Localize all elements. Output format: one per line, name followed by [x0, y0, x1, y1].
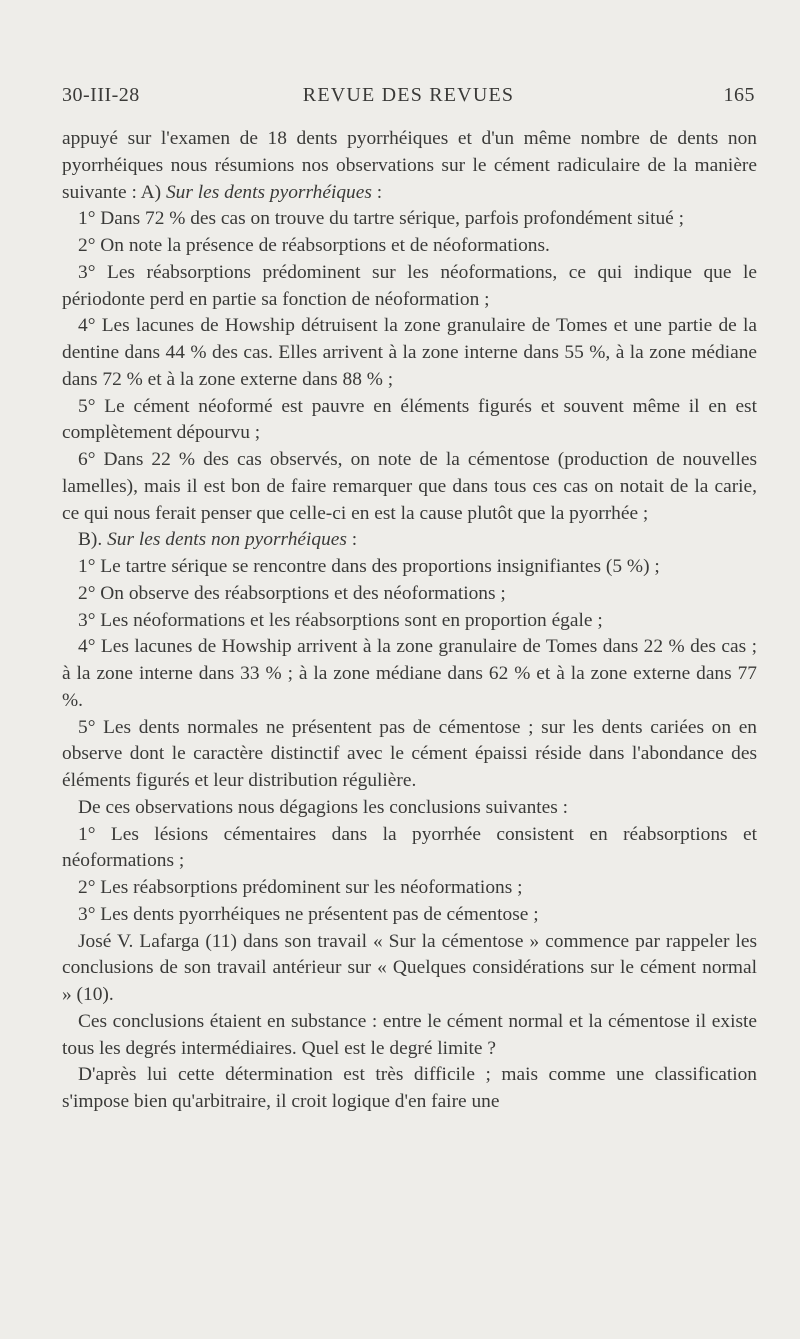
paragraph: 2° Les réabsorptions prédominent sur les néoformations ; [78, 877, 523, 898]
paragraph: José V. Lafarga (11) dans son travail « Sur la cémentose » commence par rappeler les conclusions de son travail antérieur sur « Quelques considérations sur le cément normal » (10). [62, 930, 757, 1005]
paragraph: D'après lui cette détermination est très difficile ; mais comme une classification s'impose bien qu'arbitraire, il croit logique d'en faire une [62, 1064, 757, 1112]
paragraph: Ces conclusions étaient en substance : entre le cément normal et la cémentose il existe tous les degrés intermédiaires. Quel est le degré limite ? [62, 1010, 757, 1059]
paragraph: appuyé sur l'examen de 18 dents pyorrhéiques et d'un même nombre de dents non pyorrhéiques nous résumions nos observations sur le cément radiculaire de la manière suivante : A) Sur les dents pyorrhéiques : [62, 128, 757, 203]
paragraph: 3° Les dents pyorrhéiques ne présentent pas de cémentose ; [78, 903, 539, 925]
paragraph: 5° Le cément néoformé est pauvre en éléments figurés et souvent même il en est complètement dépourvu ; [62, 395, 757, 444]
paragraph: B). Sur les dents non pyorrhéiques : [78, 529, 358, 551]
paragraph: 2° On observe des réabsorptions et des néoformations ; [78, 582, 506, 604]
section-heading-italic: Sur les dents non pyorrhéiques [107, 529, 347, 551]
section-heading-italic: Sur les dents pyorrhéiques [165, 181, 372, 203]
paragraph: 4° Les lacunes de Howship détruisent la zone granulaire de Tomes et une partie de la dentine dans 44 % des cas. Elles arrivent à la zone interne dans 55 %, à la zone médiane dans 72 % et à la zone externe dans 88 % ; [62, 315, 757, 390]
paragraph: 4° Les lacunes de Howship arrivent à la zone granulaire de Tomes dans 22 % des cas ; à la zone interne dans 33 % ; à la zone médiane dans 62 % et à la zone externe dans 77 %. [62, 636, 757, 711]
paragraph: 3° Les réabsorptions prédominent sur les néoformations, ce qui indique que le périodonte perd en partie sa fonction de néoformation ; [62, 261, 757, 310]
paragraph: 6° Dans 22 % des cas observés, on note de la cémentose (production de nouvelles lamelles), mais il est bon de faire remarquer que dans tous ces cas on notait de la carie, ce qui nous ferait penser que celle-ci en est la cause plutôt que la pyorrhée ; [62, 449, 757, 524]
paragraph: 5° Les dents normales ne présentent pas de cémentose ; sur les dents cariées on en observe dont le caractère distinctif avec le cément épaissi réside dans l'abondance des éléments figurés et leur distribution régulière. [62, 716, 757, 791]
body-text [62, 126, 757, 1116]
paragraph: 1° Le tartre sérique se rencontre dans des proportions insignifiantes (5 %) ; [78, 556, 660, 577]
paragraph: 2° On note la présence de réabsorptions et de néoformations. [78, 235, 550, 256]
header-title: REVUE DES REVUES [302, 84, 515, 106]
paragraph: 3° Les néoformations et les réabsorptions sont en proportion égale ; [78, 609, 603, 631]
paragraph: De ces observations nous dégagions les conclusions suivantes : [78, 796, 569, 818]
paragraph: 1° Dans 72 % des cas on trouve du tartre sérique, parfois profondément situé ; [78, 208, 685, 230]
running-header [62, 84, 755, 114]
paragraph: 1° Les lésions cémentaires dans la pyorrhée consistent en réabsorptions et néoformations ; [62, 823, 757, 872]
header-date: 30-III-28 [62, 84, 140, 106]
page-number: 165 [723, 84, 755, 106]
